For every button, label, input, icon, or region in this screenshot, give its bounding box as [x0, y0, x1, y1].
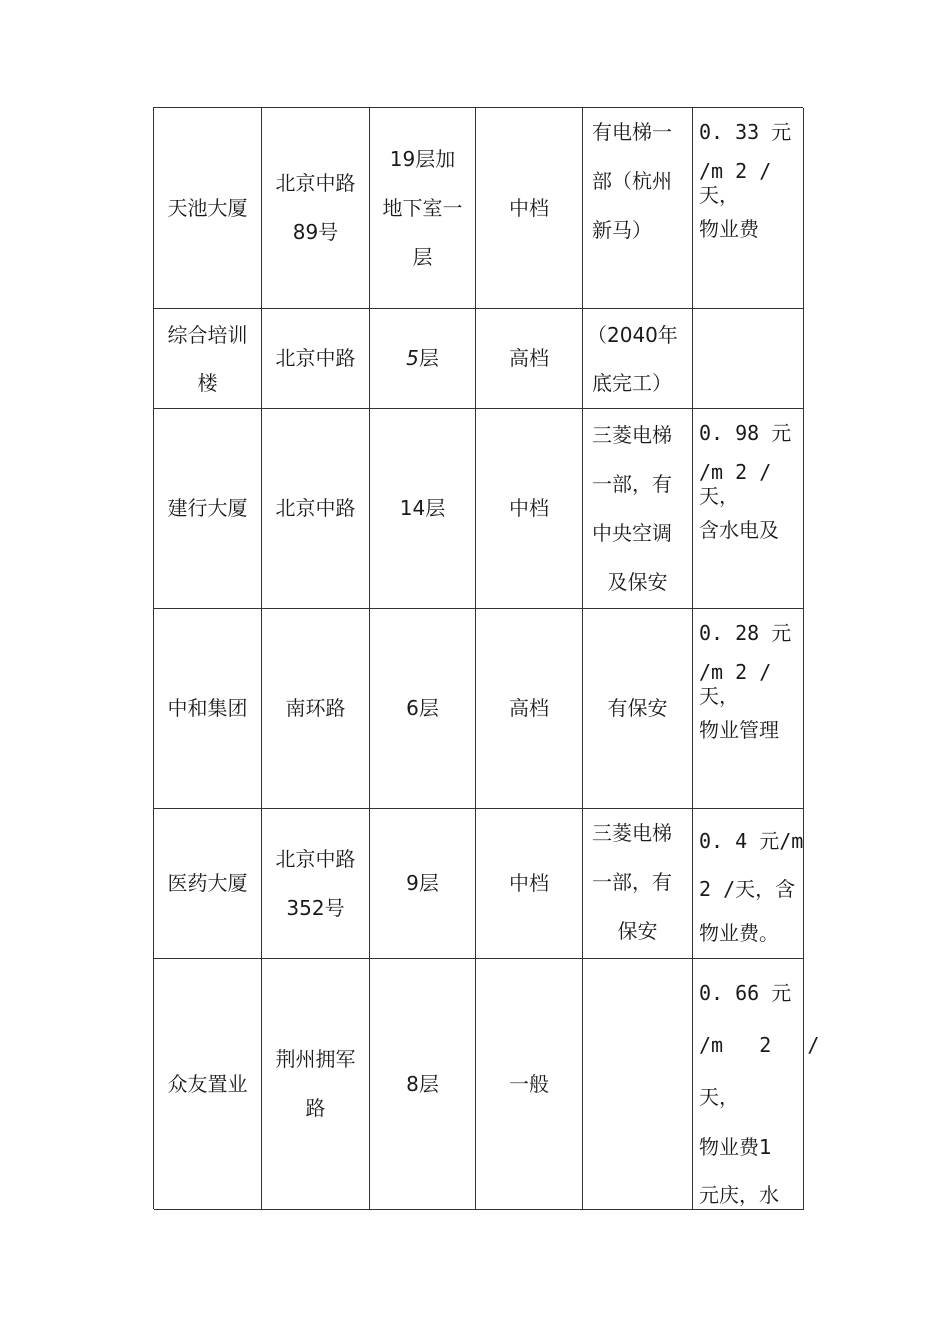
facilities-line: 中央空调	[592, 520, 672, 545]
facilities-line: 有电梯一	[592, 120, 672, 144]
facilities-line: 三菱电梯	[592, 821, 672, 845]
floors-cell	[370, 108, 476, 309]
building-name-cell	[154, 609, 262, 809]
address-cell	[262, 309, 370, 409]
table-row	[154, 409, 804, 609]
price-line: /m 2 /	[699, 159, 772, 183]
address-line: 北京中路	[275, 846, 356, 871]
price-line: 0. 28 元	[699, 621, 792, 645]
address-line: 荆州拥军	[275, 1047, 356, 1071]
address-line: 89号	[292, 220, 339, 244]
floors-cell	[370, 309, 476, 409]
price-line: 物业费1	[699, 1135, 772, 1159]
table-row	[154, 809, 804, 959]
facilities-cell	[583, 609, 693, 809]
grade-text: 高档	[509, 696, 549, 720]
building-name-cell	[154, 108, 262, 309]
facilities-cell	[583, 108, 693, 309]
price-line: 天，	[699, 183, 739, 207]
price-line: /m 2 /	[699, 660, 772, 684]
building-name-line: 楼	[197, 370, 218, 395]
grade-cell	[476, 309, 583, 409]
building-name-line: 综合培训	[167, 322, 248, 347]
building-comparison-table	[153, 107, 820, 1209]
facilities-line: （2040年	[587, 322, 678, 347]
floors-cell	[370, 959, 476, 1210]
price-line: 2 /天，含	[699, 877, 796, 901]
address-cell	[262, 409, 370, 609]
price-line: /m 2 /	[699, 1033, 820, 1057]
price-line: 0. 4 元/m	[699, 829, 804, 853]
floors-cell	[370, 609, 476, 809]
facilities-line: 一部，有	[592, 471, 672, 496]
floors-line	[406, 334, 439, 383]
grade-cell	[476, 959, 583, 1210]
building-name-cell	[154, 809, 262, 959]
price-line: 天，	[699, 684, 739, 708]
facilities-line: 一部，有	[592, 870, 672, 894]
address-cell	[262, 108, 370, 309]
grade-text: 中档	[509, 871, 549, 895]
floors-line: 19层加	[389, 146, 456, 171]
building-name: 众友置业	[167, 1071, 248, 1096]
price-cell	[693, 409, 804, 609]
building-name: 中和集团	[167, 696, 248, 720]
facilities-line: 有保安	[607, 696, 668, 720]
floors-line: 8层	[406, 1071, 439, 1096]
address-line: 路	[305, 1096, 326, 1120]
price-line: 元庆，水	[699, 1183, 779, 1207]
floors-line: 14层	[399, 496, 446, 520]
facilities-line: 三菱电梯	[592, 422, 672, 447]
floors-unit: 层	[418, 346, 439, 370]
table-row	[154, 108, 804, 309]
table-row	[154, 309, 804, 409]
price-cell	[693, 309, 804, 409]
grade-cell	[476, 409, 583, 609]
table-row	[154, 959, 820, 1210]
price-line: 含水电及	[699, 518, 779, 542]
price-line: 物业管理	[699, 718, 779, 742]
building-name-cell	[154, 409, 262, 609]
address-line: 北京中路	[275, 496, 356, 520]
address-cell	[262, 609, 370, 809]
floors-number: 5	[406, 346, 419, 370]
table-row	[154, 609, 804, 809]
grade-text: 中档	[509, 195, 549, 220]
price-line: 0. 98 元	[699, 421, 792, 445]
floors-line: 层	[412, 244, 433, 269]
price-cell	[693, 609, 804, 809]
price-line: /m 2 /	[699, 460, 772, 484]
facilities-line: 部（杭州	[592, 169, 672, 193]
facilities-cell	[583, 809, 693, 959]
grade-text: 中档	[509, 496, 549, 520]
price-cell	[693, 959, 820, 1210]
facilities-line: 保安	[617, 919, 658, 943]
facilities-cell	[583, 959, 693, 1210]
grade-text: 一般	[509, 1071, 549, 1096]
price-line: 天，	[699, 484, 739, 508]
facilities-line: 新马）	[592, 218, 652, 242]
floors-cell	[370, 409, 476, 609]
floors-line: 6层	[406, 696, 439, 720]
price-line: 0. 33 元	[699, 120, 792, 144]
address-line: 352号	[286, 895, 345, 920]
facilities-cell	[583, 309, 693, 409]
address-line: 北京中路	[275, 171, 356, 195]
building-name-cell	[154, 959, 262, 1210]
building-name: 医药大厦	[167, 871, 248, 895]
price-line: 0. 66 元	[699, 981, 792, 1005]
price-line: 物业费。	[699, 921, 779, 945]
facilities-line: 及保安	[607, 569, 668, 594]
grade-text: 高档	[509, 346, 549, 370]
grade-cell	[476, 809, 583, 959]
price-cell	[693, 108, 804, 309]
address-line: 南环路	[285, 696, 346, 720]
address-cell	[262, 959, 370, 1210]
grade-cell	[476, 609, 583, 809]
building-name: 建行大厦	[167, 496, 248, 520]
grade-cell	[476, 108, 583, 309]
building-name: 天池大厦	[167, 195, 248, 220]
price-line: 天，	[699, 1085, 739, 1109]
floors-line: 9层	[406, 871, 439, 895]
floors-line: 地下室一	[382, 195, 463, 220]
floors-cell	[370, 809, 476, 959]
facilities-line: 底完工）	[592, 370, 672, 395]
address-cell	[262, 809, 370, 959]
price-cell	[693, 809, 804, 959]
facilities-cell	[583, 409, 693, 609]
address-line: 北京中路	[275, 346, 356, 370]
building-name-cell	[154, 309, 262, 409]
price-line: 物业费	[699, 217, 759, 241]
